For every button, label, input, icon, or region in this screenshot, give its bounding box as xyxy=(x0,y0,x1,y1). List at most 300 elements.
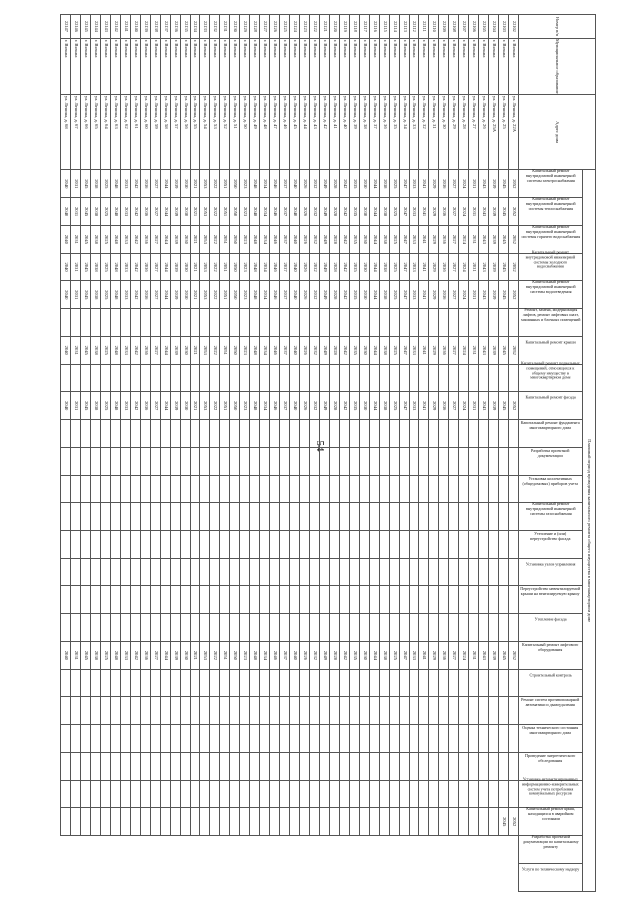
year-cell: 2042 xyxy=(130,281,140,309)
year-cell xyxy=(369,309,379,337)
year-cell xyxy=(309,614,319,642)
year-cell xyxy=(210,697,220,725)
year-cell xyxy=(210,531,220,559)
year-cell xyxy=(180,558,190,586)
year-cell xyxy=(190,614,200,642)
year-cell: 2049 xyxy=(319,198,329,226)
year-cell xyxy=(220,669,230,697)
year-cell xyxy=(300,697,310,725)
year-cell xyxy=(91,447,101,475)
year-cell xyxy=(479,475,489,503)
year-cell: 2051 xyxy=(220,641,230,669)
year-cell xyxy=(170,697,180,725)
year-cell xyxy=(230,808,240,836)
year-cell: 2027 xyxy=(449,392,459,420)
year-cell: 2039 xyxy=(170,225,180,253)
year-cell: 2027 xyxy=(449,253,459,281)
year-cell: 2042 xyxy=(130,392,140,420)
year-cell: 2040 xyxy=(61,225,71,253)
header-service-label: Капитальный ремонт внутридомовой инженерной системы теплоснабжения xyxy=(525,196,576,211)
year-cell xyxy=(91,725,101,753)
year-cell xyxy=(150,669,160,697)
year-cell: 2041 xyxy=(419,281,429,309)
year-cell xyxy=(280,364,290,392)
year-cell xyxy=(359,586,369,614)
row-number: 22138 xyxy=(150,15,160,39)
year-cell xyxy=(240,669,250,697)
municipality-cell: г. Вязьма xyxy=(140,38,150,94)
year-cell xyxy=(200,558,210,586)
address-cell: ул. Ленина, д. 66 xyxy=(81,94,91,170)
year-cell xyxy=(150,586,160,614)
year-cell: 2021 xyxy=(190,641,200,669)
year-cell xyxy=(359,309,369,337)
year-cell: 2031 xyxy=(469,225,479,253)
year-cell: 2026 xyxy=(300,253,310,281)
year-cell: 2047 xyxy=(399,253,409,281)
year-cell: 2040 xyxy=(61,253,71,281)
year-cell xyxy=(230,420,240,448)
year-cell xyxy=(479,752,489,780)
year-cell: 2053 xyxy=(200,225,210,253)
year-cell xyxy=(81,531,91,559)
year-cell xyxy=(160,558,170,586)
year-cell xyxy=(150,725,160,753)
year-cell: 2035 xyxy=(349,336,359,364)
year-cell: 2040 xyxy=(290,641,300,669)
year-cell xyxy=(489,420,499,448)
row-number: 22110 xyxy=(429,15,439,39)
year-cell xyxy=(100,503,110,531)
year-cell: 2048 xyxy=(110,281,120,309)
address-cell: ул. Ленина, д. 34 xyxy=(399,94,409,170)
row-number: 22120 xyxy=(329,15,339,39)
row-number: 22115 xyxy=(379,15,389,39)
year-cell: 2053 xyxy=(200,198,210,226)
year-cell xyxy=(469,780,479,808)
year-cell xyxy=(100,447,110,475)
year-cell xyxy=(459,669,469,697)
year-cell: 2037 xyxy=(280,253,290,281)
year-cell: 2026 xyxy=(300,336,310,364)
year-cell: 2038 xyxy=(91,225,101,253)
year-cell xyxy=(250,780,260,808)
year-cell xyxy=(270,586,280,614)
year-cell: 2021 xyxy=(190,170,200,198)
address-cell: ул. Ленина, д. 58 xyxy=(160,94,170,170)
year-cell xyxy=(439,669,449,697)
row-number: 22108 xyxy=(449,15,459,39)
table-row xyxy=(469,15,479,892)
year-cell: 2034 xyxy=(260,392,270,420)
municipality-cell: г. Вязьма xyxy=(409,38,419,94)
year-cell xyxy=(439,614,449,642)
year-cell xyxy=(329,309,339,337)
year-cell: 2049 xyxy=(319,170,329,198)
year-cell xyxy=(339,475,349,503)
year-cell: 2053 xyxy=(200,392,210,420)
year-cell: 2041 xyxy=(419,253,429,281)
year-cell xyxy=(230,531,240,559)
year-cell: 2027 xyxy=(449,336,459,364)
year-cell xyxy=(230,586,240,614)
year-cell xyxy=(81,614,91,642)
year-cell xyxy=(250,309,260,337)
year-cell xyxy=(439,475,449,503)
year-cell: 2029 xyxy=(429,225,439,253)
table-body xyxy=(61,15,519,892)
year-cell xyxy=(260,586,270,614)
header-service-label: Оценка технического состояния многоквартирного дома xyxy=(522,725,579,736)
year-cell xyxy=(499,586,509,614)
year-cell xyxy=(319,697,329,725)
year-cell xyxy=(280,808,290,836)
year-cell xyxy=(250,808,260,836)
year-cell xyxy=(290,475,300,503)
year-cell xyxy=(61,364,71,392)
year-cell xyxy=(509,475,519,503)
year-cell: 2033 xyxy=(409,281,419,309)
year-cell: 2045 xyxy=(499,170,509,198)
year-cell xyxy=(339,725,349,753)
year-cell xyxy=(469,614,479,642)
header-service-label: Капитальный ремонт крыш, находящихся в аварийном состоянии xyxy=(525,806,576,821)
year-cell xyxy=(170,558,180,586)
year-cell xyxy=(220,808,230,836)
year-cell xyxy=(389,614,399,642)
year-cell xyxy=(379,808,389,836)
year-cell xyxy=(130,586,140,614)
year-cell xyxy=(200,586,210,614)
year-cell xyxy=(419,309,429,337)
row-number: 22113 xyxy=(399,15,409,39)
year-cell xyxy=(379,697,389,725)
year-cell xyxy=(409,364,419,392)
year-cell: 2027 xyxy=(150,198,160,226)
header-service-0 xyxy=(519,170,583,198)
year-cell xyxy=(110,614,120,642)
year-cell xyxy=(61,780,71,808)
municipality-cell: г. Вязьма xyxy=(120,38,130,94)
year-cell xyxy=(200,364,210,392)
row-number: 22109 xyxy=(439,15,449,39)
year-cell: 2051 xyxy=(220,253,230,281)
year-cell xyxy=(379,364,389,392)
year-cell xyxy=(110,447,120,475)
table-row xyxy=(200,15,210,892)
year-cell xyxy=(190,309,200,337)
year-cell xyxy=(160,420,170,448)
header-service-label: Капитальный ремонт фасада xyxy=(525,394,576,400)
year-cell: 2027 xyxy=(150,281,160,309)
year-cell xyxy=(180,364,190,392)
year-cell: 2027 xyxy=(150,253,160,281)
year-cell xyxy=(150,558,160,586)
year-cell: 2045 xyxy=(499,808,509,836)
header-service-label: Утепление и (или) переустройство фасада xyxy=(530,531,571,542)
year-cell xyxy=(120,558,130,586)
year-cell: 2036 xyxy=(140,198,150,226)
year-cell xyxy=(300,503,310,531)
year-cell: 2023 xyxy=(240,392,250,420)
municipality-cell: г. Вязьма xyxy=(479,38,489,94)
year-cell: 2034 xyxy=(260,225,270,253)
year-cell: 2030 xyxy=(359,641,369,669)
year-cell: 2050 xyxy=(230,170,240,198)
year-cell xyxy=(459,752,469,780)
header-service-10 xyxy=(519,447,583,475)
year-cell xyxy=(509,558,519,586)
year-cell: 2035 xyxy=(349,253,359,281)
year-cell xyxy=(190,531,200,559)
year-cell: 2034 xyxy=(260,641,270,669)
year-cell xyxy=(359,669,369,697)
header-service-8 xyxy=(519,392,583,420)
year-cell: 2045 xyxy=(499,641,509,669)
year-cell: 2053 xyxy=(200,641,210,669)
year-cell xyxy=(160,697,170,725)
year-cell xyxy=(389,503,399,531)
year-cell: 2027 xyxy=(449,170,459,198)
year-cell xyxy=(91,531,101,559)
year-cell: 2028 xyxy=(329,336,339,364)
address-cell: ул. Ленина, д. 57 xyxy=(170,94,180,170)
year-cell xyxy=(459,614,469,642)
year-cell xyxy=(120,725,130,753)
year-cell xyxy=(369,447,379,475)
year-cell: 2030 xyxy=(359,225,369,253)
year-cell: 2023 xyxy=(240,281,250,309)
header-service-label: Капитальный ремонт внутридомовой инженерной системы электроснабжения xyxy=(525,168,576,183)
year-cell: 2041 xyxy=(419,170,429,198)
year-cell: 2050 xyxy=(230,336,240,364)
year-cell: 2043 xyxy=(479,392,489,420)
year-cell xyxy=(479,808,489,836)
row-number: 22107 xyxy=(459,15,469,39)
year-cell xyxy=(71,697,81,725)
year-cell xyxy=(449,752,459,780)
year-cell: 2024 xyxy=(459,198,469,226)
year-cell xyxy=(369,558,379,586)
year-cell: 2022 xyxy=(210,225,220,253)
year-cell xyxy=(280,780,290,808)
address-cell: ул. Ленина, д. 32 xyxy=(419,94,429,170)
municipality-cell: г. Вязьма xyxy=(309,38,319,94)
table-row xyxy=(359,15,369,892)
year-cell xyxy=(499,447,509,475)
year-cell xyxy=(81,309,91,337)
year-cell: 2029 xyxy=(429,281,439,309)
year-cell xyxy=(71,503,81,531)
year-cell xyxy=(389,697,399,725)
municipality-cell: г. Вязьма xyxy=(379,38,389,94)
municipality-cell: г. Вязьма xyxy=(230,38,240,94)
year-cell xyxy=(280,420,290,448)
year-cell xyxy=(369,697,379,725)
year-cell xyxy=(359,697,369,725)
year-cell xyxy=(260,725,270,753)
year-cell xyxy=(220,780,230,808)
year-cell xyxy=(190,503,200,531)
year-cell xyxy=(479,420,489,448)
year-cell: 2048 xyxy=(250,170,260,198)
year-cell xyxy=(220,475,230,503)
year-cell xyxy=(170,586,180,614)
year-cell: 2025 xyxy=(389,225,399,253)
year-cell xyxy=(210,420,220,448)
year-cell xyxy=(160,364,170,392)
year-cell: 2044 xyxy=(369,641,379,669)
year-cell xyxy=(439,447,449,475)
year-cell: 2042 xyxy=(130,170,140,198)
year-cell xyxy=(250,447,260,475)
year-cell xyxy=(429,309,439,337)
year-cell xyxy=(230,309,240,337)
year-cell xyxy=(309,364,319,392)
year-cell xyxy=(469,420,479,448)
table-row xyxy=(349,15,359,892)
year-cell xyxy=(359,780,369,808)
year-cell: 2039 xyxy=(489,198,499,226)
year-cell xyxy=(61,531,71,559)
header-service-label: Капитальный ремонт подвальных помещений, относящихся к общему имуществу в многоквартирном доме xyxy=(521,360,580,380)
year-cell xyxy=(150,447,160,475)
year-cell xyxy=(439,808,449,836)
municipality-cell: г. Вязьма xyxy=(449,38,459,94)
year-cell xyxy=(489,669,499,697)
year-cell xyxy=(349,447,359,475)
address-cell: ул. Ленина, д. 62 xyxy=(120,94,130,170)
year-cell: 2052 xyxy=(509,336,519,364)
year-cell xyxy=(339,531,349,559)
year-cell: 2049 xyxy=(319,253,329,281)
municipality-cell: г. Вязьма xyxy=(110,38,120,94)
table-row xyxy=(140,15,150,892)
year-cell: 2033 xyxy=(409,392,419,420)
year-cell: 2044 xyxy=(160,225,170,253)
page-number: 54 xyxy=(314,440,326,452)
address-cell: ул. Ленина, д. 40 xyxy=(339,94,349,170)
year-cell: 2041 xyxy=(419,336,429,364)
year-cell xyxy=(300,780,310,808)
header-service-label: Капитальный ремонт внутридомовой инженерной системы водоотведения xyxy=(525,279,576,294)
year-cell: 2051 xyxy=(220,281,230,309)
year-cell xyxy=(389,364,399,392)
table-row xyxy=(260,15,270,892)
year-cell xyxy=(509,420,519,448)
year-cell xyxy=(270,614,280,642)
year-cell xyxy=(309,697,319,725)
year-cell xyxy=(140,531,150,559)
year-cell: 2040 xyxy=(61,198,71,226)
year-cell xyxy=(319,725,329,753)
municipality-cell: г. Вязьма xyxy=(359,38,369,94)
year-cell: 2045 xyxy=(499,336,509,364)
year-cell xyxy=(300,447,310,475)
year-cell xyxy=(449,503,459,531)
year-cell xyxy=(160,531,170,559)
year-cell xyxy=(91,808,101,836)
year-cell xyxy=(140,309,150,337)
header-service-label: Капитальный ремонт лифтового оборудования xyxy=(522,642,579,652)
row-number: 22130 xyxy=(230,15,240,39)
year-cell xyxy=(489,808,499,836)
year-cell xyxy=(100,586,110,614)
year-cell xyxy=(260,447,270,475)
year-cell xyxy=(509,697,519,725)
year-cell xyxy=(439,586,449,614)
year-cell: 2044 xyxy=(369,392,379,420)
year-cell xyxy=(210,503,220,531)
year-cell xyxy=(100,364,110,392)
year-cell: 2031 xyxy=(71,392,81,420)
row-number: 22131 xyxy=(220,15,230,39)
year-cell xyxy=(91,420,101,448)
year-cell: 2049 xyxy=(319,641,329,669)
year-cell: 2039 xyxy=(489,641,499,669)
year-cell: 2036 xyxy=(140,170,150,198)
header-service-14 xyxy=(519,558,583,586)
year-cell xyxy=(270,669,280,697)
year-cell xyxy=(140,725,150,753)
year-cell xyxy=(100,309,110,337)
row-number: 22105 xyxy=(479,15,489,39)
year-cell xyxy=(409,614,419,642)
year-cell xyxy=(190,475,200,503)
table-row xyxy=(329,15,339,892)
year-cell xyxy=(399,558,409,586)
year-cell xyxy=(419,503,429,531)
year-cell xyxy=(489,503,499,531)
year-cell xyxy=(110,586,120,614)
year-cell xyxy=(210,614,220,642)
year-cell xyxy=(240,697,250,725)
year-cell xyxy=(309,475,319,503)
year-cell xyxy=(150,309,160,337)
table-row xyxy=(429,15,439,892)
year-cell xyxy=(120,364,130,392)
year-cell xyxy=(509,364,519,392)
year-cell: 2025 xyxy=(389,253,399,281)
row-number: 22111 xyxy=(419,15,429,39)
year-cell xyxy=(280,309,290,337)
year-cell: 2029 xyxy=(429,392,439,420)
year-cell xyxy=(200,780,210,808)
municipality-cell: г. Вязьма xyxy=(499,38,509,94)
year-cell: 2027 xyxy=(150,225,160,253)
year-cell: 2028 xyxy=(329,392,339,420)
year-cell: 2022 xyxy=(210,641,220,669)
year-cell xyxy=(91,669,101,697)
year-cell xyxy=(210,558,220,586)
year-cell xyxy=(230,475,240,503)
year-cell xyxy=(210,447,220,475)
year-cell xyxy=(399,614,409,642)
year-cell xyxy=(170,447,180,475)
year-cell xyxy=(170,614,180,642)
year-cell xyxy=(319,503,329,531)
year-cell: 2052 xyxy=(509,198,519,226)
year-cell xyxy=(329,697,339,725)
year-cell xyxy=(439,531,449,559)
year-cell xyxy=(100,558,110,586)
year-cell xyxy=(499,503,509,531)
year-cell xyxy=(479,503,489,531)
year-cell xyxy=(349,531,359,559)
table-row xyxy=(300,15,310,892)
year-cell xyxy=(190,420,200,448)
year-cell xyxy=(270,808,280,836)
